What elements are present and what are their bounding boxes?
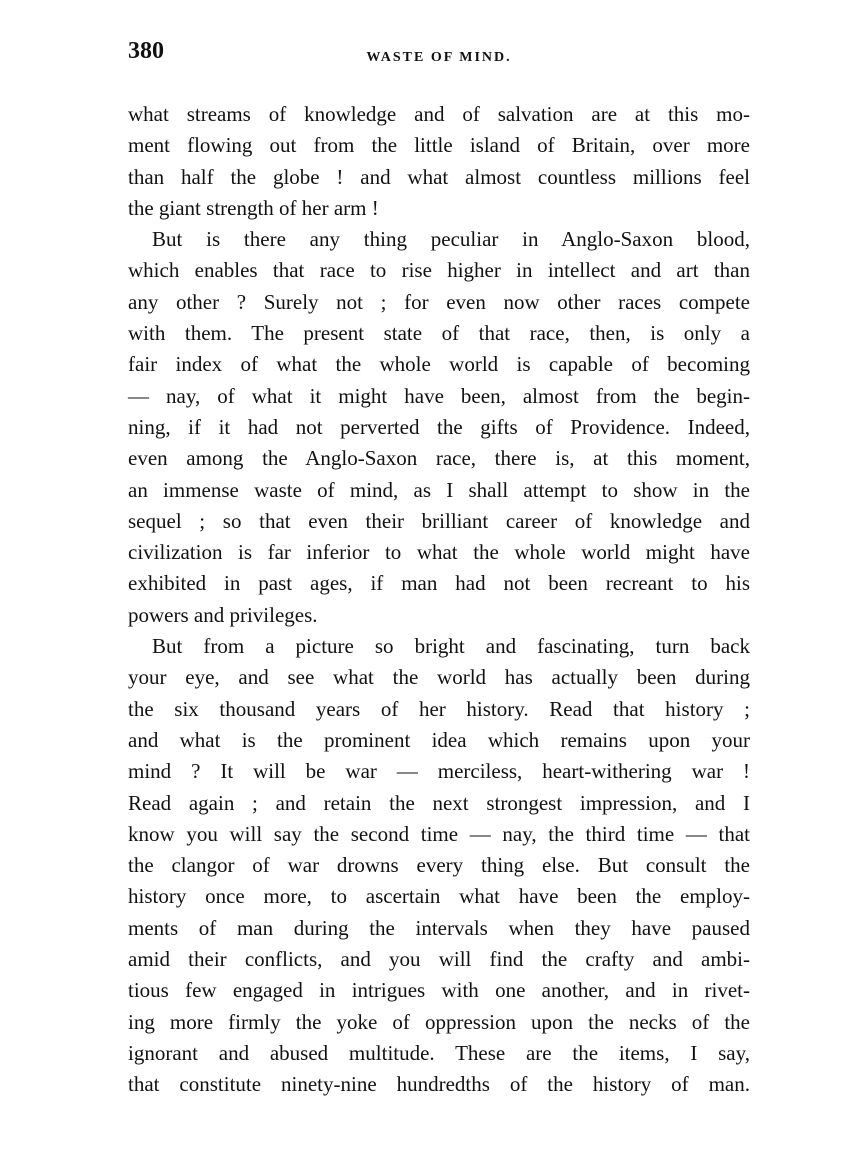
text-line: exhibited in past ages, if man had not been recreant to his xyxy=(128,571,750,596)
text-line: — nay, of what it might have been, almost from the begin- xyxy=(128,383,750,408)
text-line: But is there any thing peculiar in Anglo-Saxon blood, xyxy=(152,227,750,252)
running-title: WASTE OF MIND. xyxy=(366,50,512,65)
text-line: an immense waste of mind, as I shall attempt to show in the xyxy=(128,477,750,502)
text-line: ignorant and abused multitude. These are the items, I say, xyxy=(128,1040,750,1065)
body-text xyxy=(128,99,750,1101)
text-line: ing more firmly the yoke of oppression upon the necks of the xyxy=(128,1009,750,1034)
text-line: that constitute ninety-nine hundredths of the history of man. xyxy=(128,1072,750,1097)
text-line: mind ? It will be war — merciless, heart-withering war ! xyxy=(128,759,750,784)
text-line: Read again ; and retain the next strongest impression, and I xyxy=(128,790,750,815)
text-line: powers and privileges. xyxy=(128,602,318,627)
text-line: than half the globe ! and what almost countless millions feel xyxy=(128,164,750,189)
text-line: history once more, to ascertain what have been the employ- xyxy=(128,884,750,909)
text-line: the six thousand years of her history. Read that history ; xyxy=(128,696,750,721)
text-line: which enables that race to rise higher in intellect and art than xyxy=(128,258,750,283)
text-line: what streams of knowledge and of salvation are at this mo- xyxy=(128,102,750,126)
text-line: your eye, and see what the world has actually been during xyxy=(128,665,750,690)
text-line: tious few engaged in intrigues with one another, and in rivet- xyxy=(128,978,750,1003)
text-line: and what is the prominent idea which remains upon your xyxy=(128,727,750,752)
text-line: any other ? Surely not ; for even now other races compete xyxy=(128,289,750,314)
paragraph-1 xyxy=(128,99,750,224)
text-line: sequel ; so that even their brilliant career of knowledge and xyxy=(128,508,750,533)
text-line: civilization is far inferior to what the whole world might have xyxy=(128,540,750,565)
paragraph-2 xyxy=(128,224,750,631)
text-line: ment flowing out from the little island of Britain, over more xyxy=(128,133,750,158)
text-line: amid their conflicts, and you will find the crafty and ambi- xyxy=(128,947,750,972)
paragraph-3 xyxy=(128,631,750,1100)
page-number: 380 xyxy=(128,38,164,64)
text-line: the giant strength of her arm ! xyxy=(128,195,379,220)
text-line: fair index of what the whole world is capable of becoming xyxy=(128,352,750,377)
text-line: ments of man during the intervals when they have paused xyxy=(128,915,750,940)
text-line: the clangor of war drowns every thing else. But consult the xyxy=(128,853,750,878)
page-header xyxy=(128,38,750,74)
text-line: But from a picture so bright and fascinating, turn back xyxy=(152,634,750,659)
text-line: even among the Anglo-Saxon race, there is, at this moment, xyxy=(128,446,750,471)
text-line: know you will say the second time — nay, the third time — that xyxy=(128,821,750,846)
text-line: ning, if it had not perverted the gifts of Providence. Indeed, xyxy=(128,414,750,439)
text-line: with them. The present state of that race, then, is only a xyxy=(128,321,750,346)
